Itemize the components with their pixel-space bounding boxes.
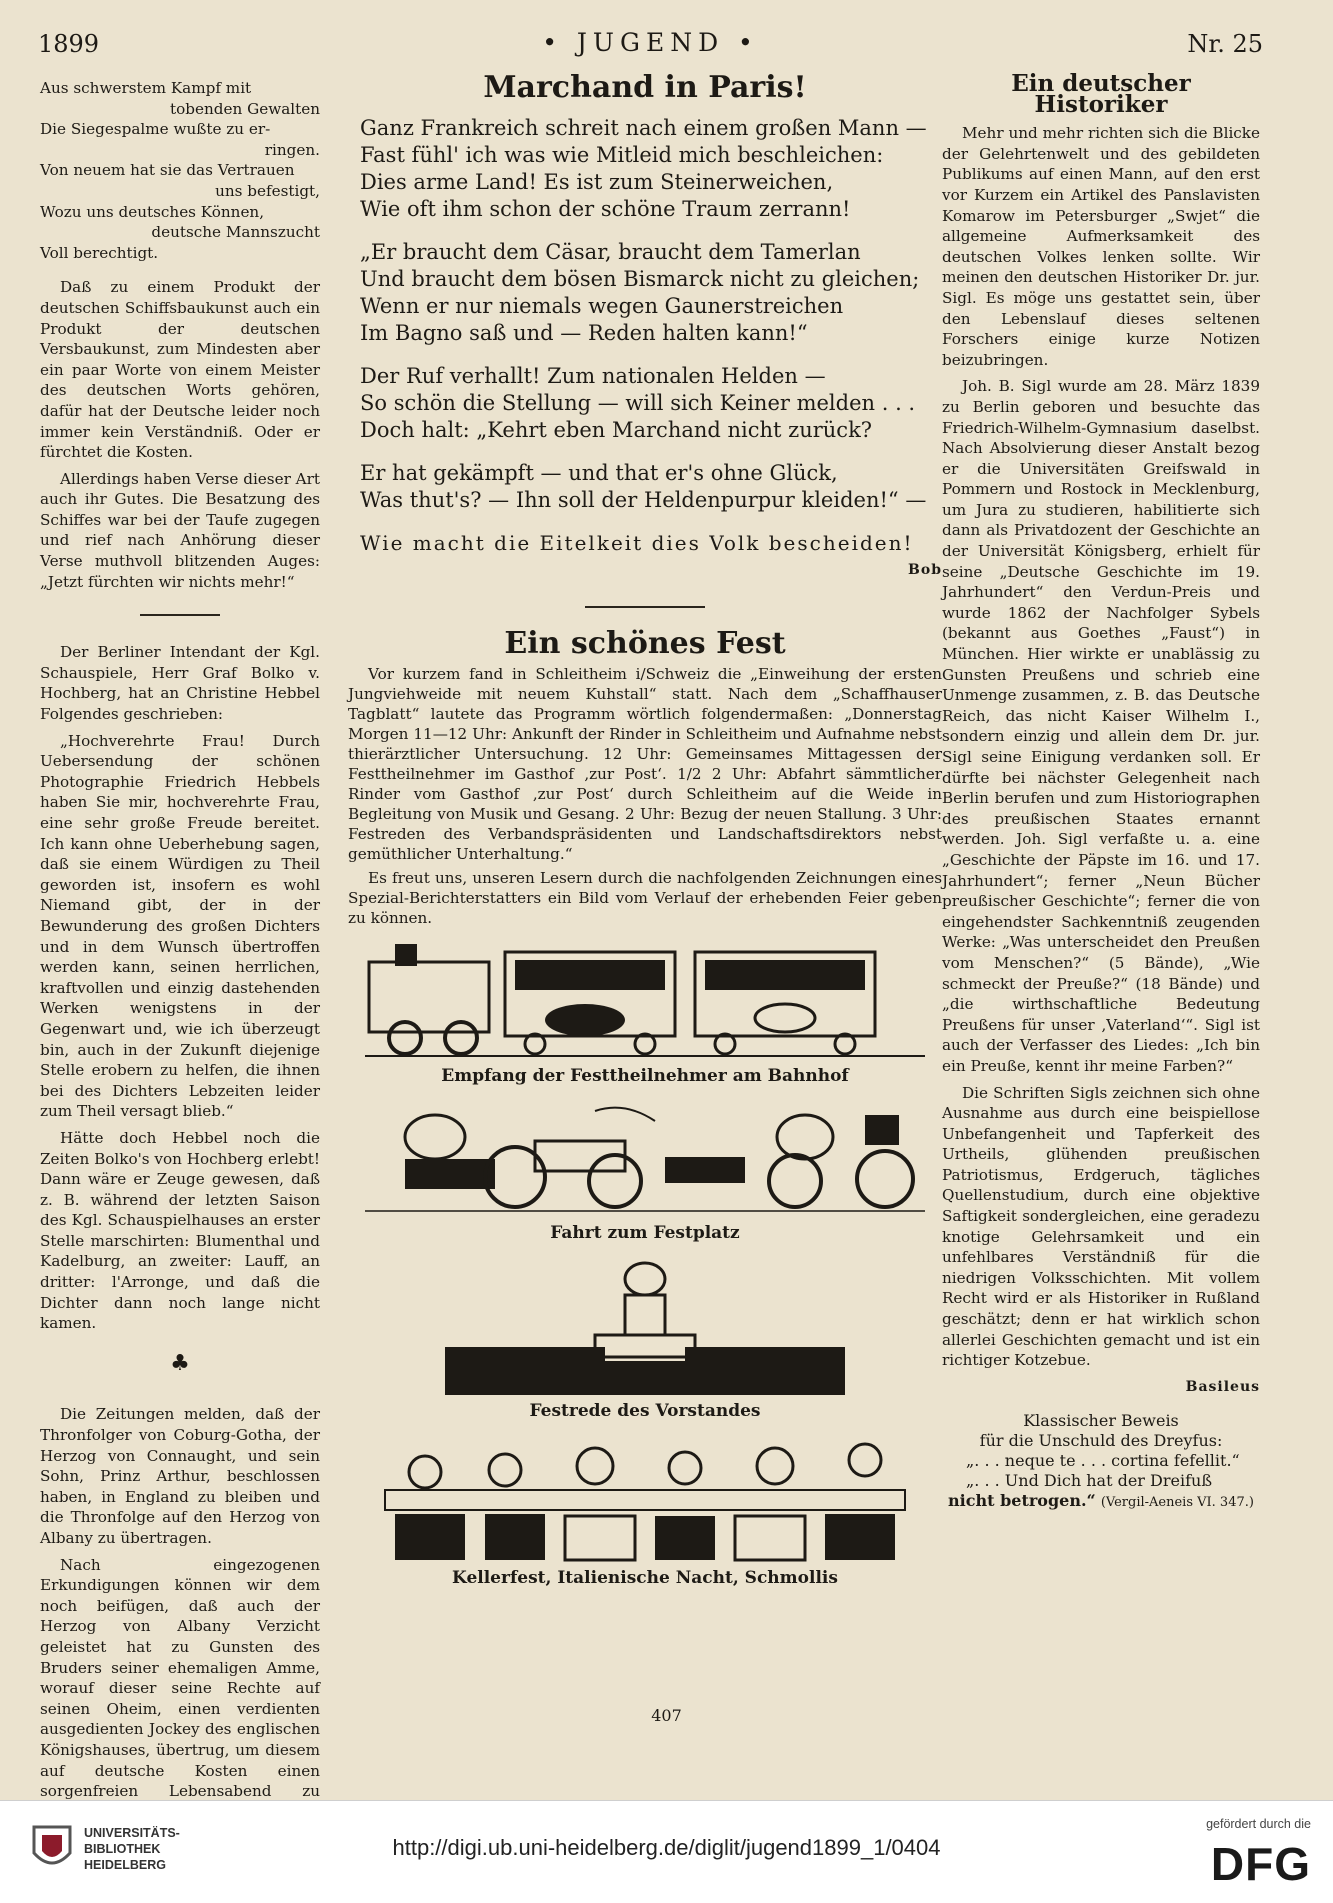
paragraph: Der Berliner Intendant der Kgl. Schauspiele, Herr Graf Bolko v. Hochberg, hat an Christine Hebbel Folgendes geschrieben: xyxy=(40,643,320,724)
poem-stanza xyxy=(360,239,942,347)
poem-line: So schön die Stellung — will sich Keiner melden . . . xyxy=(360,390,916,415)
illustration-carriages xyxy=(348,1101,942,1219)
poem-closing-line: Wie macht die Eitelkeit dies Volk bescheiden! xyxy=(360,530,914,555)
separator-line xyxy=(585,606,705,608)
paragraph: Vor kurzem fand in Schleitheim i/Schweiz die „Einweihung der ersten Jungviehweide mit neuem Kuhstall“ statt. Nach dem „Schaffhauser Tagblatt“ lautete das Programm wörtlich folgendermaßen: „Donnerstag Morgen 11—12 Uhr: Ankunft der Rinder in Schleitheim und Aufnahme nebst thierärztlicher Untersuchung. 12 Uhr: Gemeinsames Mittagessen der Festtheilnehmer im Gasthof ‚zur Post‘. 1/2 2 Uhr: Abfahrt sämmtlicher Rinder vom Gasthof ‚zur Post‘ durch Schleitheim auf die Weide in Begleitung von Musik und Gesang. 2 Uhr: Bezug der neuen Stallung. 3 Uhr: Festreden des Verbandspräsidenten und Landschaftsdirektors nebst gemüthlicher Unterhaltung.“ xyxy=(348,665,942,864)
paragraph: Nach eingezogenen Erkundigungen können wir dem noch beifügen, daß auch der Herzog von Albany Verzicht geleistet hat zu Gunsten des Bruders seiner ehemaligen Amme, worauf dieser seine Rechte auf seinen Oheim, einen verdienten ausgedienten Jockey des englischen Königshauses, übertrug, um diesem auf deutsche Kosten einen sorgenfreien Lebensabend zu xyxy=(40,1555,320,1801)
poem-line: Ganz Frankreich schreit nach einem großen Mann — xyxy=(360,115,927,140)
illustration-caption: Empfang der Festtheilnehmer am Bahnhof xyxy=(441,1066,849,1087)
poem-stanza xyxy=(360,115,942,223)
paragraph: Hätte doch Hebbel noch die Zeiten Bolko's von Hochberg erlebt! Dann wäre er Zeuge gewesen, daß z. B. während der letzten Saison des Kgl. Schauspielhauses an erster Stelle marschirten: Blumenthal und Kadelburg, an zweiter: Lauff, an dritter: l'Arronge, und daß die Dichter dann noch lange nicht kamen. xyxy=(40,1128,320,1333)
poem-signature: Bob xyxy=(908,561,942,578)
note-quote: „. . . Und Dich hat der Dreifuß xyxy=(966,1471,1212,1491)
verse-line: ringen. xyxy=(264,140,320,159)
poem-line: Wenn er nur niemals wegen Gaunerstreichen xyxy=(360,293,844,318)
dfg-logo: DFG xyxy=(1210,1838,1311,1890)
verse-line: Die Siegespalme wußte zu er- xyxy=(40,120,271,139)
illustration-train xyxy=(348,940,942,1062)
paragraph: „Hochverehrte Frau! Durch Uebersendung der schönen Photographie Friedrich Hebbels haben Sie mir, hochverehrte Frau, eine sehr große Freude bereitet. Ich kann ohne Ueberhebung sagen, daß sie einem Würdigen zu Theil geworden ist, insofern es wohl Niemand gibt, der in der Bewunderung des großen Dichters und in dem Wunsch übertroffen werden kann, seinen herrlichen, kraftvollen und einzig dastehenden Werken wenigstens in der Gegenwart und, wie ich überzeugt bin, auch in der Zukunft diejenige Stelle erobern zu helfen, die ihnen bei des Dichters Lebzeiten leider zum Theil versagt blieb.“ xyxy=(40,731,320,1121)
article-title: Ein schönes Fest xyxy=(504,625,786,661)
magazine-title: • JUGEND • xyxy=(542,28,759,57)
verse-excerpt xyxy=(40,78,320,263)
paragraph: Die Zeitungen melden, daß der Thronfolger von Coburg-Gotha, der Herzog von Connaught, und sein Sohn, Prinz Arthur, beschlossen haben, in England zu bleiben und die Thronfolge auf den Herzog von Albany zu übertragen. xyxy=(40,1405,320,1547)
club-ornament-icon: ♣ xyxy=(170,1350,190,1376)
illustration-caption: Fahrt zum Festplatz xyxy=(550,1222,740,1243)
left-column xyxy=(40,78,320,1828)
header-year: 1899 xyxy=(38,30,100,58)
poem-stanza xyxy=(360,460,942,514)
note-title: Klassischer Beweis xyxy=(1023,1411,1179,1431)
separator-line xyxy=(140,614,220,616)
poem-line: Und braucht dem bösen Bismarck nicht zu gleichen; xyxy=(360,266,920,291)
library-name-line: HEIDELBERG xyxy=(84,1858,166,1872)
poem-body xyxy=(348,115,942,584)
note-title: für die Unschuld des Dreyfus: xyxy=(979,1431,1223,1451)
source-url-link[interactable]: http://digi.ub.uni-heidelberg.de/diglit/jugend1899_1/0404 xyxy=(392,1835,941,1860)
poem-stanza xyxy=(360,363,942,444)
verse-line: Aus schwerstem Kampf mit xyxy=(40,79,252,97)
illustration-cellar-party xyxy=(348,1436,942,1564)
poem-line: Der Ruf verhallt! Zum nationalen Helden — xyxy=(360,363,826,388)
poem-title: Marchand in Paris! xyxy=(483,70,807,105)
middle-column xyxy=(348,70,942,1603)
note-quote-end: nicht betrogen.“ xyxy=(948,1491,1096,1511)
page-header xyxy=(38,26,1263,66)
verse-line: Wozu uns deutsches Können, xyxy=(40,202,265,221)
poem-line: Er hat gekämpft — und that er's ohne Glück, xyxy=(360,460,838,485)
paragraph: Es freut uns, unseren Lesern durch die nachfolgenden Zeichnungen eines Spezial-Berichterstatters ein Bild vom Verlauf der erhebenden Feier geben zu können. xyxy=(348,869,942,928)
paragraph: Allerdings haben Verse dieser Art auch ihr Gutes. Die Besatzung des Schiffes war bei der Taufe zugegen und rief nach Anhörung dieser Verse muthvoll blitzenden Auges: „Jetzt fürchten wir nichts mehr!“ xyxy=(40,469,320,591)
article-body xyxy=(348,664,942,928)
verse-line: uns befestigt, xyxy=(215,181,320,200)
verse-line: Von neuem hat sie das Vertrauen xyxy=(40,161,295,180)
article-title: Ein deutscher Historiker xyxy=(1011,70,1191,118)
verse-line: deutsche Mannszucht xyxy=(151,223,320,242)
poem-line: Wie oft ihm schon der schöne Traum zerrann! xyxy=(360,196,851,221)
train-drawing xyxy=(365,940,925,1062)
library-name-line: UNIVERSITÄTS- xyxy=(84,1826,180,1840)
note-quote: „. . . neque te . . . cortina fefellit.“ xyxy=(966,1451,1240,1471)
paragraph: Joh. B. Sigl wurde am 28. März 1839 zu Berlin geboren und besuchte das Friedrich-Wilhelm-Gymnasium daselbst. Nach Absolvierung dieser Anstalt bezog er die Universitäten Greifswald in Pommern und Rostock in Mecklenburg, um Jura zu studieren, habilitierte sich dann als Privatdozent der Geschichte an der Universität Königsberg, erhielt für seine „Deutsche Geschichte im 19. Jahrhundert“ den Verdun-Preis und wurde 1862 der Nachfolger Sybels (bekannt aus Goethes „Faust“) in München. Hier wirkte er unablässig zu Gunsten Preußens und schrieb eine Unmenge zusammen, z. B. das Deutsche Reich, das nicht Kaiser Wilhelm I., sondern einzig und allein dem Dr. jur. Sigl seine Einigung verdanken soll. Er dürfte bei nächster Gelegenheit nach Berlin berufen und zum Historiographen des preußischen Staates ernannt werden. Joh. Sigl verfaßte u. a. eine „Geschichte der Päpste im 16. und 17. Jahrhundert“; ferner „Neun Bücher preußischer Geschichte“; ferner die von eingehendster Sachkenntniß zeugenden Werke: „Was unterscheidet den Preußen vom Menschen?“ (5 Bände), „Wie schmeckt der Preuße?“ (18 Bände) und „die wirthschaftliche Bedeutung Preußens für unser ‚Vaterland‘“. Sigl ist auch der Verfasser des Liedes: „Ich bin ein Preuße, kennt ihr meine Farben?“ xyxy=(942,377,1260,1075)
party-drawing xyxy=(365,1436,925,1564)
poem-line: Im Bagno saß und — Reden halten kann!“ xyxy=(360,320,808,345)
paragraph: Daß zu einem Produkt der deutschen Schiffsbaukunst auch ein Produkt der deutschen Versbaukunst, zum Mindesten aber ein paar Worte von einem Meister des deutschen Worts gehören, dafür hat der Deutsche leider noch immer kein Verständniß. Oder er fürchtet die Kosten. xyxy=(40,278,320,462)
right-column xyxy=(942,70,1260,1513)
page-number: 407 xyxy=(651,1706,682,1725)
note-source: (Vergil-Aeneis VI. 347.) xyxy=(1100,1495,1254,1511)
note-quote xyxy=(942,1491,1260,1513)
dreyfus-note xyxy=(942,1411,1260,1513)
library-footer xyxy=(0,1800,1333,1903)
speech-drawing xyxy=(445,1257,845,1397)
article-signature: Basileus xyxy=(1185,1378,1260,1395)
illustration-caption: Kellerfest, Italienische Nacht, Schmollis xyxy=(452,1567,838,1588)
poem-line: Dies arme Land! Es ist zum Steinerweichen, xyxy=(360,169,834,194)
carriage-drawing xyxy=(365,1101,925,1219)
support-label: gefördert durch die xyxy=(1206,1817,1311,1831)
illustration-caption: Festrede des Vorstandes xyxy=(529,1401,761,1422)
poem-line: „Er braucht dem Cäsar, braucht dem Tamerlan xyxy=(360,239,861,264)
verse-line: Voll berechtigt. xyxy=(40,243,159,262)
poem-line: Doch halt: „Kehrt eben Marchand nicht zurück? xyxy=(360,417,873,442)
verse-line: tobenden Gewalten xyxy=(170,99,320,118)
poem-line: Was thut's? — Ihn soll der Heldenpurpur kleiden!“ — xyxy=(360,487,927,512)
library-name-line: BIBLIOTHEK xyxy=(84,1842,161,1856)
paragraph: Die Schriften Sigls zeichnen sich ohne Ausnahme aus durch eine beispiellose Unbefangenheit und Tapferkeit des Urtheils, glühenden preußischen Patriotismus, Erdgeruch, tägliches Quellenstudium, durch eine objektive Saftigkeit sondergleichen, eine geradezu knotige Gelehrsamkeit und ein unfehlbares Verständniß für die niedrigen Volksschichten. Mit vollem Recht wird er als Historiker in Rußland geschätzt; denn er hat wirklich schon allerlei Geschichten gemacht und ist ein richtiger Kotzebue. xyxy=(942,1083,1260,1370)
poem-line: Fast fühl' ich was wie Mitleid mich beschleichen: xyxy=(360,142,884,167)
paragraph: Mehr und mehr richten sich die Blicke der Gelehrtenwelt und des gebildeten Publikums auf einen Mann, auf den erst vor Kurzem ein Artikel des Panslavisten Komarow im Petersburger „Swjet“ die allgemeine Aufmerksamkeit des deutschen Volkes lenken sollte. Wir meinen den deutschen Historiker Dr. jur. Sigl. Es möge uns gestattet sein, über den Lebenslauf dieses seltenen Forschers einige kurze Notizen beizubringen. xyxy=(942,124,1260,369)
issue-number: Nr. 25 xyxy=(1187,30,1263,58)
illustration-speech xyxy=(348,1257,942,1397)
